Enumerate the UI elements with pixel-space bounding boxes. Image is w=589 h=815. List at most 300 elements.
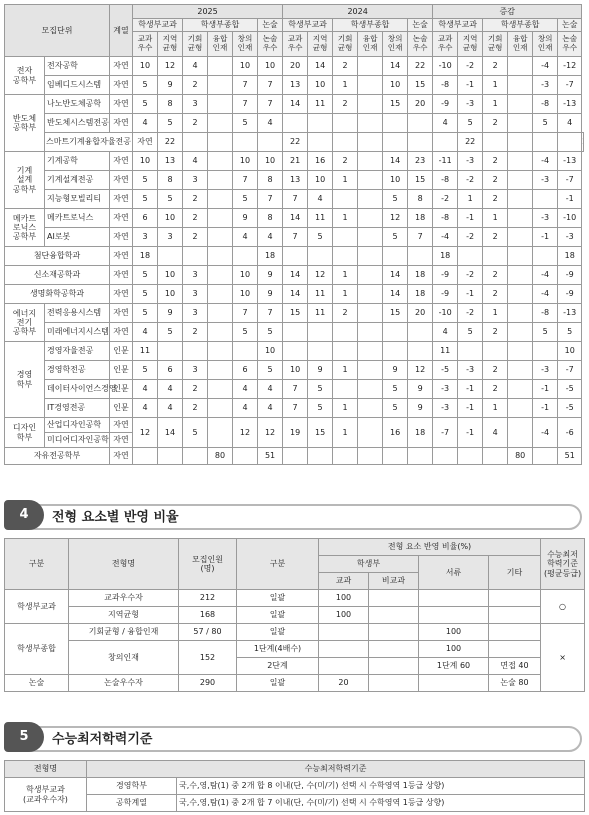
value-cell — [383, 133, 408, 152]
value-cell: 1 — [333, 171, 358, 190]
group-gyogwa: 학생부교과 — [433, 19, 483, 32]
table-row — [5, 228, 584, 247]
value-cell: 5 — [133, 76, 158, 95]
table-row — [5, 641, 585, 658]
value-cell: 5 — [158, 190, 183, 209]
value-cell: 14 — [383, 152, 408, 171]
value-cell: 15 — [383, 95, 408, 114]
value-cell: 2 — [483, 380, 508, 399]
value-cell: -13 — [558, 152, 582, 171]
header-suneung: 수능최저 학력기준 (평균등급) — [541, 539, 585, 590]
value-cell — [383, 323, 408, 342]
value-cell: 4 — [233, 228, 258, 247]
gyogwa-cell: 100 — [319, 607, 369, 624]
unit-cell: AI로봇 — [45, 228, 110, 247]
value-cell: 10 — [233, 285, 258, 304]
value-cell — [358, 133, 383, 152]
value-cell: 22 — [158, 133, 183, 152]
value-cell: 3 — [183, 171, 208, 190]
value-cell: 4 — [308, 190, 333, 209]
name-cell: 논술우수자 — [69, 675, 179, 692]
table-row — [5, 361, 584, 380]
value-cell: 1 — [483, 304, 508, 323]
value-cell — [283, 114, 308, 133]
unit-cell: IT경영전공 — [45, 399, 110, 418]
value-cell: 5 — [233, 323, 258, 342]
value-cell — [508, 285, 533, 304]
value-cell — [358, 152, 383, 171]
value-cell: 4 — [233, 380, 258, 399]
table-row — [5, 418, 584, 433]
unit-cell: 생명화학공학과 — [5, 285, 110, 304]
value-cell — [508, 228, 533, 247]
group-cell: 경영 학부 — [5, 342, 45, 418]
field-cell: 자연 — [110, 57, 133, 76]
value-cell — [558, 133, 582, 152]
value-cell: 7 — [283, 380, 308, 399]
value-cell: -5 — [558, 380, 582, 399]
value-cell — [358, 448, 383, 465]
table-row — [5, 209, 584, 228]
value-cell — [508, 266, 533, 285]
value-cell — [208, 171, 233, 190]
value-cell: 5 — [133, 190, 158, 209]
value-cell: -13 — [558, 95, 582, 114]
value-cell: 3 — [183, 361, 208, 380]
header-name: 전형명 — [5, 761, 87, 778]
value-cell: 10 — [283, 361, 308, 380]
value-cell: -8 — [533, 304, 558, 323]
col-yunghap: 융합 인재 — [208, 32, 233, 57]
value-cell: 2 — [483, 57, 508, 76]
field-cell: 자연 — [110, 247, 133, 266]
unit-cell: 임베디드시스템 — [45, 76, 110, 95]
suneung-cell: × — [541, 624, 585, 692]
value-cell: 5 — [383, 190, 408, 209]
table-row — [5, 342, 584, 361]
value-cell — [208, 247, 233, 266]
value-cell — [358, 266, 383, 285]
value-cell: 10 — [308, 171, 333, 190]
value-cell: 4 — [133, 114, 158, 133]
value-cell: -3 — [533, 76, 558, 95]
value-cell: 16 — [308, 152, 333, 171]
value-cell: 5 — [133, 171, 158, 190]
value-cell: 14 — [383, 285, 408, 304]
value-cell: -4 — [533, 418, 558, 448]
etc-cell: 면접 40 — [489, 658, 541, 675]
value-cell: 18 — [408, 285, 433, 304]
value-cell: -1 — [533, 228, 558, 247]
header-type: 구분 — [5, 539, 69, 590]
unit-cell: 경영학부 — [87, 778, 177, 795]
header-diff: 증감 — [433, 5, 582, 19]
value-cell — [258, 133, 283, 152]
value-cell — [208, 361, 233, 380]
value-cell — [358, 380, 383, 399]
col-nonsul: 논술 우수 — [408, 32, 433, 57]
value-cell: -3 — [533, 171, 558, 190]
value-cell: 2 — [483, 190, 508, 209]
value-cell: 2 — [183, 190, 208, 209]
value-cell: -7 — [433, 418, 458, 448]
value-cell: -2 — [458, 57, 483, 76]
ratio-table — [4, 538, 585, 692]
doc-cell: 1단계 60 — [419, 658, 489, 675]
gyogwa-cell — [319, 641, 369, 658]
value-cell: 7 — [283, 190, 308, 209]
field-cell: 자연 — [110, 418, 133, 433]
field-cell: 자연 — [110, 190, 133, 209]
table-row — [5, 57, 584, 76]
col-yunghap: 융합 인재 — [508, 32, 533, 57]
header-quota: 모집인원 (명) — [179, 539, 237, 590]
table-row — [5, 190, 584, 209]
value-cell — [508, 418, 533, 448]
value-cell: 14 — [383, 57, 408, 76]
group-cell: 기계 설계 공학부 — [5, 152, 45, 209]
div-cell: 일괄 — [237, 624, 319, 641]
col-changui: 창의 인재 — [533, 32, 558, 57]
value-cell: 18 — [133, 247, 158, 266]
value-cell: 11 — [308, 285, 333, 304]
unit-cell: 신소재공학과 — [5, 266, 110, 285]
value-cell — [483, 247, 508, 266]
value-cell: 7 — [233, 76, 258, 95]
quota-comparison-table — [4, 4, 584, 465]
value-cell: 51 — [558, 448, 582, 465]
gyogwa-cell — [319, 658, 369, 675]
value-cell: 10 — [308, 76, 333, 95]
value-cell: -11 — [433, 152, 458, 171]
value-cell — [208, 323, 233, 342]
value-cell: 5 — [558, 323, 582, 342]
value-cell: 1 — [483, 399, 508, 418]
value-cell: 1 — [333, 399, 358, 418]
value-cell: 4 — [183, 152, 208, 171]
value-cell — [358, 304, 383, 323]
header-name: 전형명 — [69, 539, 179, 590]
value-cell: 2 — [183, 76, 208, 95]
value-cell: 11 — [308, 209, 333, 228]
value-cell — [582, 133, 584, 152]
value-cell: 4 — [433, 323, 458, 342]
value-cell: 5 — [258, 361, 283, 380]
gyogwa-cell: 20 — [319, 675, 369, 692]
value-cell — [208, 190, 233, 209]
value-cell: -3 — [533, 209, 558, 228]
field-cell: 자연 — [110, 266, 133, 285]
gyogwa-cell: 100 — [319, 590, 369, 607]
col-gihoe: 기회 균형 — [333, 32, 358, 57]
value-cell: 80 — [208, 448, 233, 465]
value-cell: 3 — [183, 95, 208, 114]
value-cell: 1 — [333, 266, 358, 285]
value-cell — [308, 247, 333, 266]
value-cell: 5 — [158, 114, 183, 133]
section-number: 4 — [4, 500, 44, 530]
value-cell: 5 — [133, 266, 158, 285]
value-cell: 6 — [133, 209, 158, 228]
value-cell — [283, 247, 308, 266]
value-cell — [408, 448, 433, 465]
value-cell: 22 — [408, 57, 433, 76]
value-cell — [208, 133, 233, 152]
value-cell: 18 — [408, 418, 433, 448]
value-cell — [183, 342, 208, 361]
value-cell: 21 — [283, 152, 308, 171]
col-gwa: 교과 우수 — [283, 32, 308, 57]
col-gwa: 교과 우수 — [133, 32, 158, 57]
value-cell — [333, 114, 358, 133]
value-cell — [483, 342, 508, 361]
value-cell: 5 — [133, 95, 158, 114]
value-cell: 10 — [158, 285, 183, 304]
value-cell: -9 — [433, 285, 458, 304]
value-cell: 14 — [283, 95, 308, 114]
value-cell: 7 — [283, 228, 308, 247]
value-cell: 51 — [258, 448, 283, 465]
value-cell — [358, 209, 383, 228]
value-cell: 9 — [408, 399, 433, 418]
header-2025: 2025 — [133, 5, 283, 19]
value-cell: 7 — [283, 399, 308, 418]
value-cell: -10 — [433, 304, 458, 323]
value-cell: 2 — [483, 323, 508, 342]
group-cell: 반도체 공학부 — [5, 95, 45, 152]
value-cell: 5 — [133, 361, 158, 380]
div-cell: 일괄 — [237, 607, 319, 624]
value-cell: 8 — [158, 95, 183, 114]
etc-cell: 논술 80 — [489, 675, 541, 692]
value-cell — [183, 448, 208, 465]
quota-cell: 57 / 80 — [179, 624, 237, 641]
value-cell: 16 — [383, 418, 408, 448]
value-cell: 14 — [383, 266, 408, 285]
value-cell: -8 — [433, 209, 458, 228]
col-nonsul: 논술 우수 — [258, 32, 283, 57]
value-cell: 18 — [408, 209, 433, 228]
value-cell — [208, 209, 233, 228]
value-cell: 4 — [258, 380, 283, 399]
value-cell: 80 — [508, 448, 533, 465]
value-cell — [133, 448, 158, 465]
value-cell: -1 — [458, 285, 483, 304]
value-cell: 1 — [483, 95, 508, 114]
field-cell: 자연 — [110, 323, 133, 342]
value-cell — [508, 57, 533, 76]
value-cell — [408, 342, 433, 361]
value-cell — [508, 95, 533, 114]
value-cell: 10 — [133, 57, 158, 76]
unit-cell: 산업디자인공학 — [45, 418, 110, 433]
value-cell — [208, 57, 233, 76]
unit-cell: 데이터사이언스경영 — [45, 380, 110, 399]
value-cell: 5 — [133, 304, 158, 323]
field-cell: 자연 — [110, 76, 133, 95]
table-row — [5, 323, 584, 342]
unit-cell: 지능형모빌리티 — [45, 190, 110, 209]
value-cell: 10 — [158, 209, 183, 228]
value-cell: 2 — [183, 209, 208, 228]
value-cell: -3 — [533, 361, 558, 380]
value-cell: 2 — [483, 152, 508, 171]
value-cell: 4 — [133, 399, 158, 418]
value-cell — [333, 133, 358, 152]
table-row — [5, 266, 584, 285]
value-cell: -7 — [558, 76, 582, 95]
value-cell: 15 — [383, 304, 408, 323]
value-cell — [508, 304, 533, 323]
value-cell: -3 — [458, 152, 483, 171]
table-row — [5, 133, 584, 152]
value-cell: -2 — [458, 304, 483, 323]
value-cell — [208, 399, 233, 418]
value-cell: 5 — [233, 190, 258, 209]
value-cell: 2 — [183, 380, 208, 399]
value-cell: 13 — [283, 76, 308, 95]
value-cell: 4 — [158, 380, 183, 399]
value-cell — [333, 380, 358, 399]
value-cell: 8 — [408, 190, 433, 209]
value-cell: -6 — [558, 418, 582, 448]
value-cell: 18 — [258, 247, 283, 266]
field-cell: 자연 — [133, 133, 158, 152]
value-cell: 5 — [383, 399, 408, 418]
value-cell: 10 — [258, 152, 283, 171]
value-cell: -1 — [458, 418, 483, 448]
unit-cell: 미래에너지시스템 — [45, 323, 110, 342]
value-cell: 3 — [183, 304, 208, 323]
value-cell: -7 — [558, 171, 582, 190]
field-cell: 자연 — [110, 209, 133, 228]
value-cell — [408, 247, 433, 266]
value-cell: 18 — [558, 247, 582, 266]
quota-cell: 152 — [179, 641, 237, 675]
value-cell: 3 — [183, 285, 208, 304]
value-cell — [233, 247, 258, 266]
value-cell — [408, 114, 433, 133]
header-etc: 기타 — [489, 556, 541, 590]
value-cell: 4 — [258, 228, 283, 247]
value-cell: 6 — [158, 361, 183, 380]
col-nonsul: 논술 우수 — [558, 32, 582, 57]
table-row — [5, 380, 584, 399]
value-cell — [508, 171, 533, 190]
col-changui: 창의 인재 — [383, 32, 408, 57]
value-cell: -4 — [433, 228, 458, 247]
bigyogwa-cell — [369, 658, 419, 675]
table-row — [5, 675, 585, 692]
type-cell: 학생부종합 — [5, 624, 69, 675]
value-cell — [208, 418, 233, 448]
section-5-header — [4, 722, 582, 750]
value-cell — [333, 323, 358, 342]
value-cell: -1 — [533, 380, 558, 399]
value-cell: -9 — [433, 266, 458, 285]
value-cell — [533, 342, 558, 361]
value-cell: 5 — [383, 380, 408, 399]
value-cell: 10 — [233, 152, 258, 171]
value-cell — [358, 323, 383, 342]
value-cell: 15 — [308, 418, 333, 448]
table-row — [5, 114, 584, 133]
value-cell: 4 — [433, 114, 458, 133]
etc-cell — [489, 624, 541, 641]
value-cell: -9 — [558, 266, 582, 285]
value-cell: 2 — [333, 152, 358, 171]
type-cell: 논술 — [5, 675, 69, 692]
value-cell: 9 — [258, 266, 283, 285]
value-cell: 2 — [483, 114, 508, 133]
value-cell: -3 — [433, 399, 458, 418]
value-cell: 1 — [333, 418, 358, 448]
value-cell: 9 — [258, 285, 283, 304]
value-cell — [358, 57, 383, 76]
value-cell: 2 — [483, 228, 508, 247]
type-cell: 학생부교과 — [5, 590, 69, 624]
value-cell: -2 — [458, 228, 483, 247]
unit-cell: 경영학전공 — [45, 361, 110, 380]
value-cell: 12 — [158, 57, 183, 76]
group-cell: 에너지 전기 공학부 — [5, 304, 45, 342]
table-row — [5, 247, 584, 266]
doc-cell — [419, 675, 489, 692]
value-cell — [508, 133, 533, 152]
group-cell: 메카트 로닉스 공학부 — [5, 209, 45, 247]
value-cell — [358, 76, 383, 95]
table-row — [5, 152, 584, 171]
bigyogwa-cell — [369, 675, 419, 692]
value-cell: 4 — [183, 57, 208, 76]
value-cell: -4 — [533, 152, 558, 171]
group-cell: 전자 공학부 — [5, 57, 45, 95]
field-cell: 자연 — [110, 285, 133, 304]
value-cell: 9 — [408, 380, 433, 399]
value-cell: 10 — [558, 342, 582, 361]
value-cell: 14 — [283, 209, 308, 228]
unit-cell: 나노반도체공학 — [45, 95, 110, 114]
value-cell: 2 — [333, 57, 358, 76]
value-cell: 9 — [383, 361, 408, 380]
doc-cell: 100 — [419, 641, 489, 658]
value-cell: 9 — [158, 304, 183, 323]
value-cell: -3 — [458, 95, 483, 114]
div-cell: 일괄 — [237, 675, 319, 692]
gyogwa-cell — [319, 624, 369, 641]
value-cell — [458, 247, 483, 266]
value-cell: 5 — [533, 114, 558, 133]
value-cell: -4 — [533, 266, 558, 285]
table-row — [5, 399, 584, 418]
value-cell: 15 — [408, 171, 433, 190]
value-cell — [508, 323, 533, 342]
value-cell: 1 — [483, 209, 508, 228]
value-cell — [233, 133, 258, 152]
etc-cell — [489, 607, 541, 624]
value-cell — [358, 171, 383, 190]
value-cell: 2 — [483, 285, 508, 304]
col-jiyeok: 지역 균형 — [158, 32, 183, 57]
value-cell: 20 — [408, 95, 433, 114]
value-cell — [233, 448, 258, 465]
section-title: 수능최저학력기준 — [52, 732, 153, 747]
value-cell — [358, 114, 383, 133]
value-cell: -9 — [558, 285, 582, 304]
name-cell: 기회균형 / 융합인재 — [69, 624, 179, 641]
value-cell — [358, 418, 383, 448]
value-cell: 1 — [458, 190, 483, 209]
